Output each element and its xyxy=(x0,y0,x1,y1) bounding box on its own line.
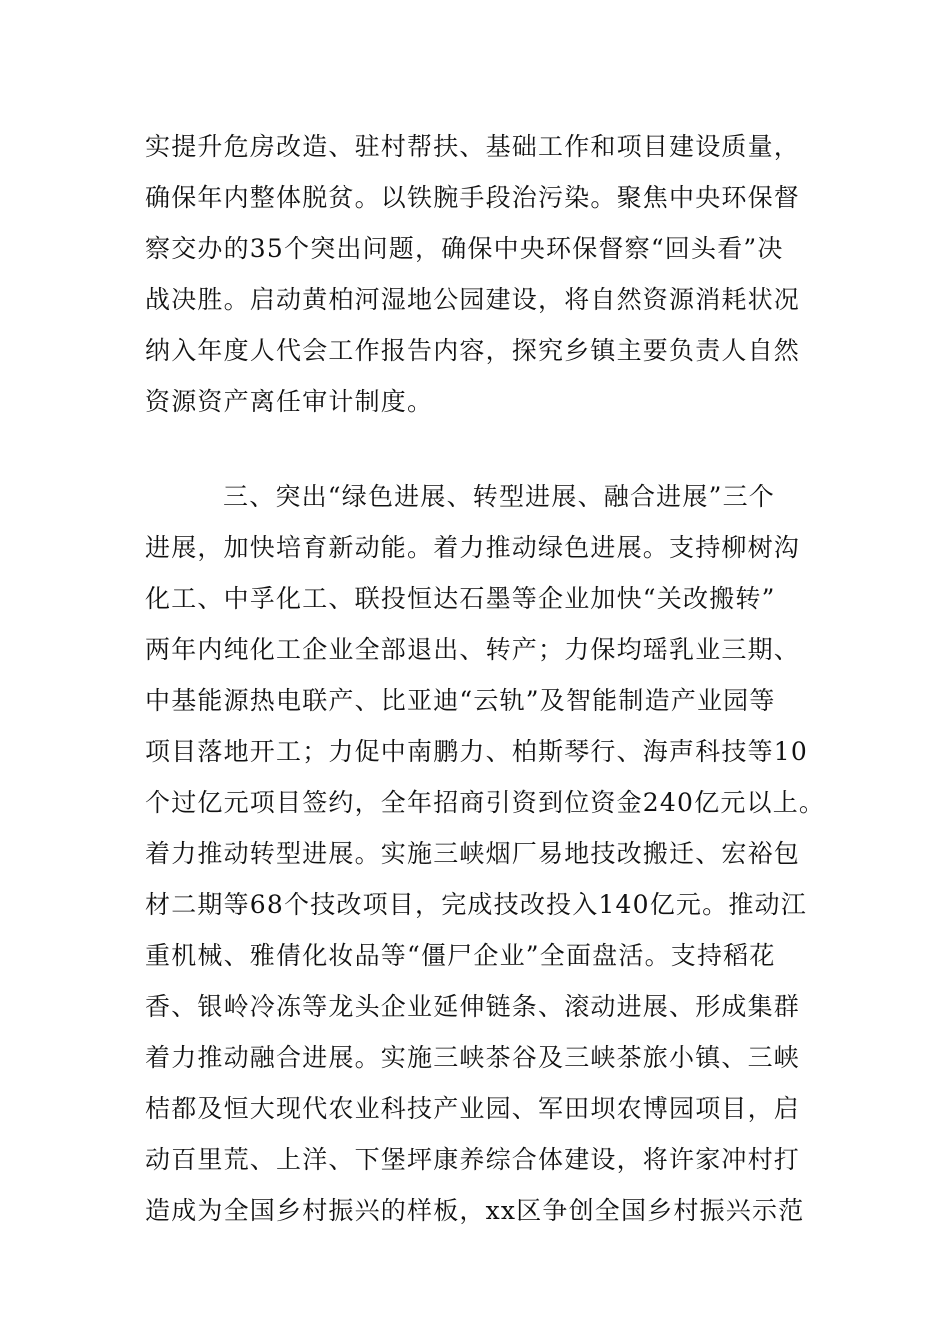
paragraph-2-line: 个过亿元项目签约，全年招商引资到位资金240亿元以上。 xyxy=(145,788,826,817)
paragraph-2-line: 项目落地开工；力促中南鹏力、柏斯琴行、海声科技等10 xyxy=(145,737,809,766)
paragraph-1 xyxy=(145,121,815,427)
paragraph-2 xyxy=(145,471,826,1236)
paragraph-2-line: 化工、中孚化工、联投恒达石墨等企业加快“关改搬转” xyxy=(145,584,776,613)
paragraph-1-line: 纳入年度人代会工作报告内容，探究乡镇主要负责人自然 xyxy=(145,336,801,365)
paragraph-2-line: 造成为全国乡村振兴的样板，xx区争创全国乡村振兴示范 xyxy=(145,1196,805,1225)
paragraph-2-line: 材二期等68个技改项目，完成技改投入140亿元。推动江 xyxy=(145,890,807,919)
paragraph-1-line: 实提升危房改造、驻村帮扶、基础工作和项目建设质量， xyxy=(145,132,801,161)
paragraph-1-line: 战决胜。启动黄柏河湿地公园建设，将自然资源消耗状况 xyxy=(145,285,801,314)
paragraph-2-line: 三、突出“绿色进展、转型进展、融合进展”三个 xyxy=(223,482,775,511)
paragraph-1-line: 察交办的35个突出问题，确保中央环保督察“回头看”决 xyxy=(145,234,784,263)
paragraph-2-line: 桔都及恒大现代农业科技产业园、军田坝农博园项目，启 xyxy=(145,1094,801,1123)
paragraph-2-line: 着力推动融合进展。实施三峡茶谷及三峡茶旅小镇、三峡 xyxy=(145,1043,801,1072)
paragraph-2-line: 中基能源热电联产、比亚迪“云轨”及智能制造产业园等 xyxy=(145,686,776,715)
paragraph-2-line: 两年内纯化工企业全部退出、转产；力保均瑶乳业三期、 xyxy=(145,635,801,664)
paragraph-2-line: 香、银岭冷冻等龙头企业延伸链条、滚动进展、形成集群 xyxy=(145,992,801,1021)
paragraph-1-line: 确保年内整体脱贫。以铁腕手段治污染。聚焦中央环保督 xyxy=(145,183,801,212)
paragraph-2-line: 重机械、雅倩化妆品等“僵尸企业”全面盘活。支持稻花 xyxy=(145,941,776,970)
paragraph-1-line: 资源资产离任审计制度。 xyxy=(145,387,434,416)
paragraph-2-line: 进展，加快培育新动能。着力推动绿色进展。支持柳树沟 xyxy=(145,533,801,562)
paragraph-2-line: 动百里荒、上洋、下堡坪康养综合体建设，将许家冲村打 xyxy=(145,1145,801,1174)
paragraph-2-line: 着力推动转型进展。实施三峡烟厂易地技改搬迁、宏裕包 xyxy=(145,839,801,868)
